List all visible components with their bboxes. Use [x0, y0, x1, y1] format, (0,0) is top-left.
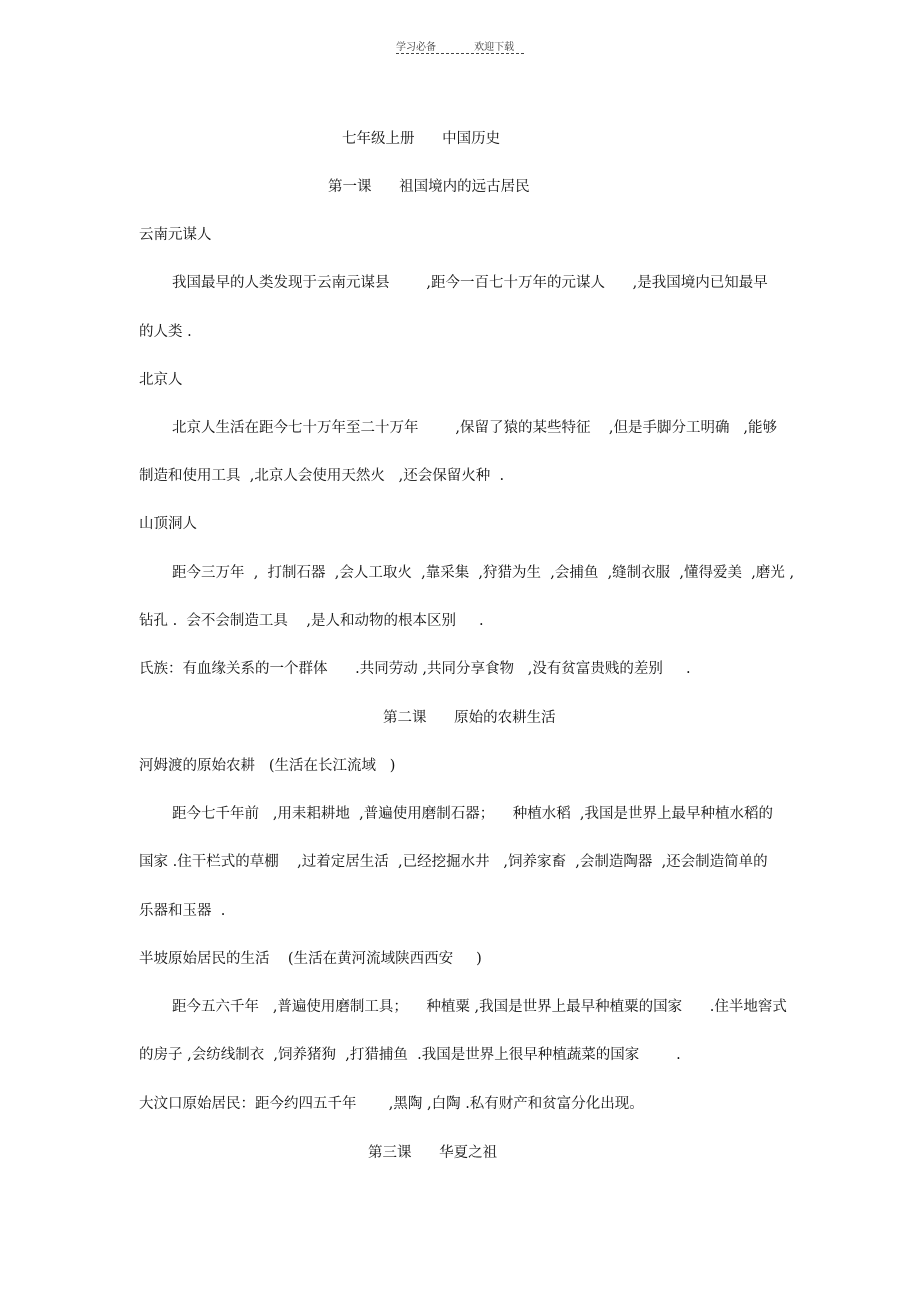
paragraph-line: 的房子 ,会纺线制衣 ,饲养猪狗 ,打猎捕鱼 .我国是世界上很早种植蔬菜的国家 .: [139, 1047, 681, 1063]
section-heading-beijing: 北京人: [139, 372, 183, 388]
lesson-2-title: 第二课 原始的农耕生活: [383, 710, 556, 726]
paragraph-line: 大汶口原始居民：距今约四五千年 ,黑陶 ,白陶 .私有财产和贫富分化出现。: [139, 1096, 644, 1112]
paragraph-line: 钻孔 . 会不会制造工具 ,是人和动物的根本区别 .: [139, 613, 484, 629]
paragraph-line: 距今三万年 , 打制石器 ,会人工取火 ,靠采集 ,狩猎为生 ,会捕鱼 ,缝制衣服 ,懂得爱美 ,磨光 ,: [172, 565, 795, 581]
section-heading-yuanmou: 云南元谋人: [139, 227, 212, 243]
section-heading-hemudu: 河姆渡的原始农耕 (生活在长江流域 ): [139, 758, 396, 774]
book-title: 七年级上册 中国历史: [342, 131, 501, 147]
page-header: [396, 38, 514, 53]
lesson-3-title: 第三课 华夏之祖: [368, 1145, 498, 1161]
paragraph-line: 的人类 .: [139, 324, 192, 340]
paragraph-line: 制造和使用工具 ,北京人会使用天然火 ,还会保留火种 .: [139, 468, 505, 484]
paragraph-line: 氏族：有血缘关系的一个群体 .共同劳动 ,共同分享食物 ,没有贫富贵贱的差别 .: [139, 661, 691, 677]
paragraph-line: 距今五六千年 ,普遍使用磨制工具； 种植粟 ,我国是世界上最早种植粟的国家 .住半地窖式: [172, 999, 787, 1015]
header-left: 学习必备: [396, 42, 436, 53]
section-heading-banpo: 半坡原始居民的生活 (生活在黄河流域陕西西安 ): [139, 951, 482, 967]
paragraph-line: 乐器和玉器 .: [139, 903, 226, 919]
paragraph-line: 国家 .住干栏式的草棚 ,过着定居生活 ,已经挖掘水井 ,饲养家畜 ,会制造陶器 ,还会制造简单的: [139, 854, 768, 870]
lesson-1-title: 第一课 祖国境内的远古居民: [328, 179, 530, 195]
section-heading-shandingdong: 山顶洞人: [139, 516, 197, 532]
paragraph-line: 距今七千年前 ,用耒耜耕地 ,普遍使用磨制石器； 种植水稻 ,我国是世界上最早种植水稻的: [172, 806, 774, 822]
paragraph-line: 北京人生活在距今七十万年至二十万年 ,保留了猿的某些特征 ,但是手脚分工明确 ,能够: [172, 420, 777, 436]
header-right: 欢迎下载: [474, 42, 515, 53]
header-rule: [396, 53, 524, 54]
paragraph-line: 我国最早的人类发现于云南元谋县 ,距今一百七十万年的元谋人 ,是我国境内已知最早: [172, 275, 768, 291]
